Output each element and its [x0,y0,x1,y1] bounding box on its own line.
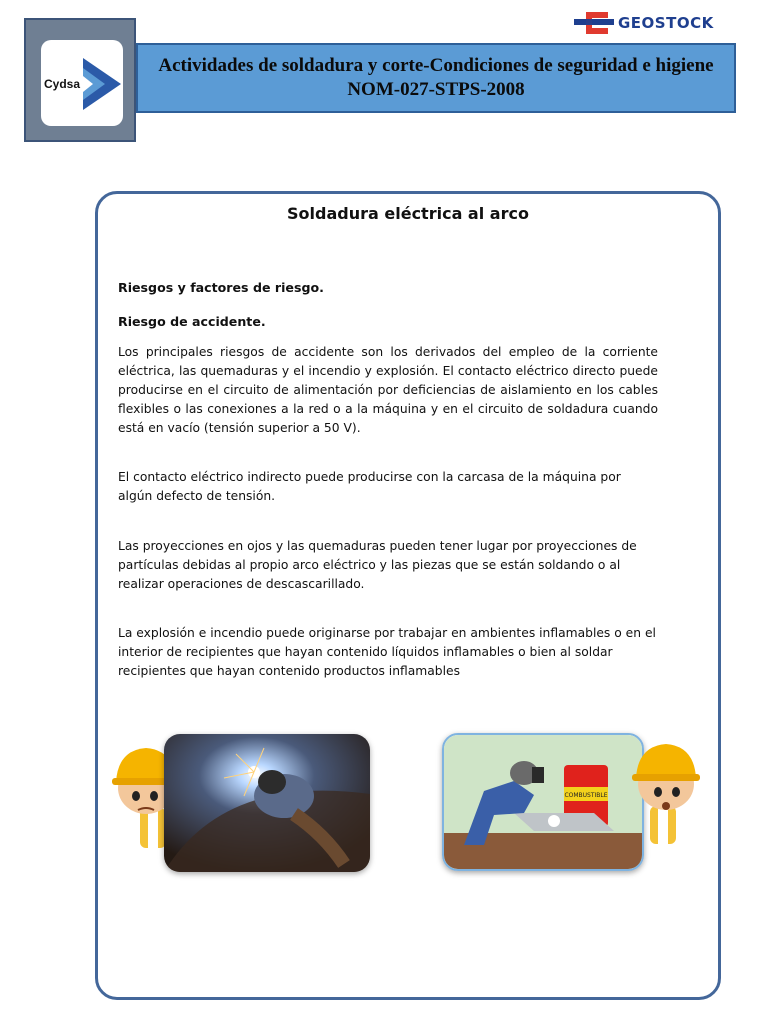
content-card [95,191,721,1000]
geostock-text: GEOSTOCK [618,14,714,32]
drum-label: COMBUSTIBLE [564,792,608,799]
cydsa-triangle-icon [81,58,123,110]
welding-near-fuel-illustration [442,733,644,871]
paragraph-4: La explosión e incendio puede originarse por trabajar en ambientes inflamables o en el interior de recipientes que hayan contenido líquidos inflamables o bien al soldar recipientes que hayan contenido productos inflamables [118,626,656,678]
paragraph-2: El contacto eléctrico indirecto puede producirse con la carcasa de la máquina por algún defecto de tensión. [118,470,621,503]
cydsa-logo [24,18,136,142]
section-heading: Riesgos y factores de riesgo. [118,280,324,295]
card-title: Soldadura eléctrica al arco [287,204,529,223]
document-title: Actividades de soldadura y corte-Condiciones de seguridad e higiene [158,55,714,76]
cydsa-logo-tile [41,40,123,126]
geostock-mark-icon [574,10,616,36]
cartoon-worker-right [628,736,704,853]
welding-photo [164,734,370,872]
document-title-bar [136,43,736,113]
paragraph-3: Las proyecciones en ojos y las quemaduras pueden tener lugar por proyecciones de partículas debidas al propio arco eléctrico y las piezas que se están soldando o al realizar operaciones de descascarillado. [118,539,637,591]
paragraph-1: Los principales riesgos de accidente son los derivados del empleo de la corriente eléctrica, las quemaduras y el incendio y explosión. El contacto eléctrico directo puede producirse en el circuito de alimentación por deficiencias de aislamiento en los cables flexibles o las conexiones a la red o a la máquina y en el circuito de soldadura cuando está en vacío (tensión superior a 50 V). [118,345,658,435]
document-norm-code: NOM-027-STPS-2008 [347,79,525,100]
geostock-logo [574,8,734,38]
subheading: Riesgo de accidente. [118,314,266,329]
cydsa-logo-text: Cydsa [44,77,81,91]
